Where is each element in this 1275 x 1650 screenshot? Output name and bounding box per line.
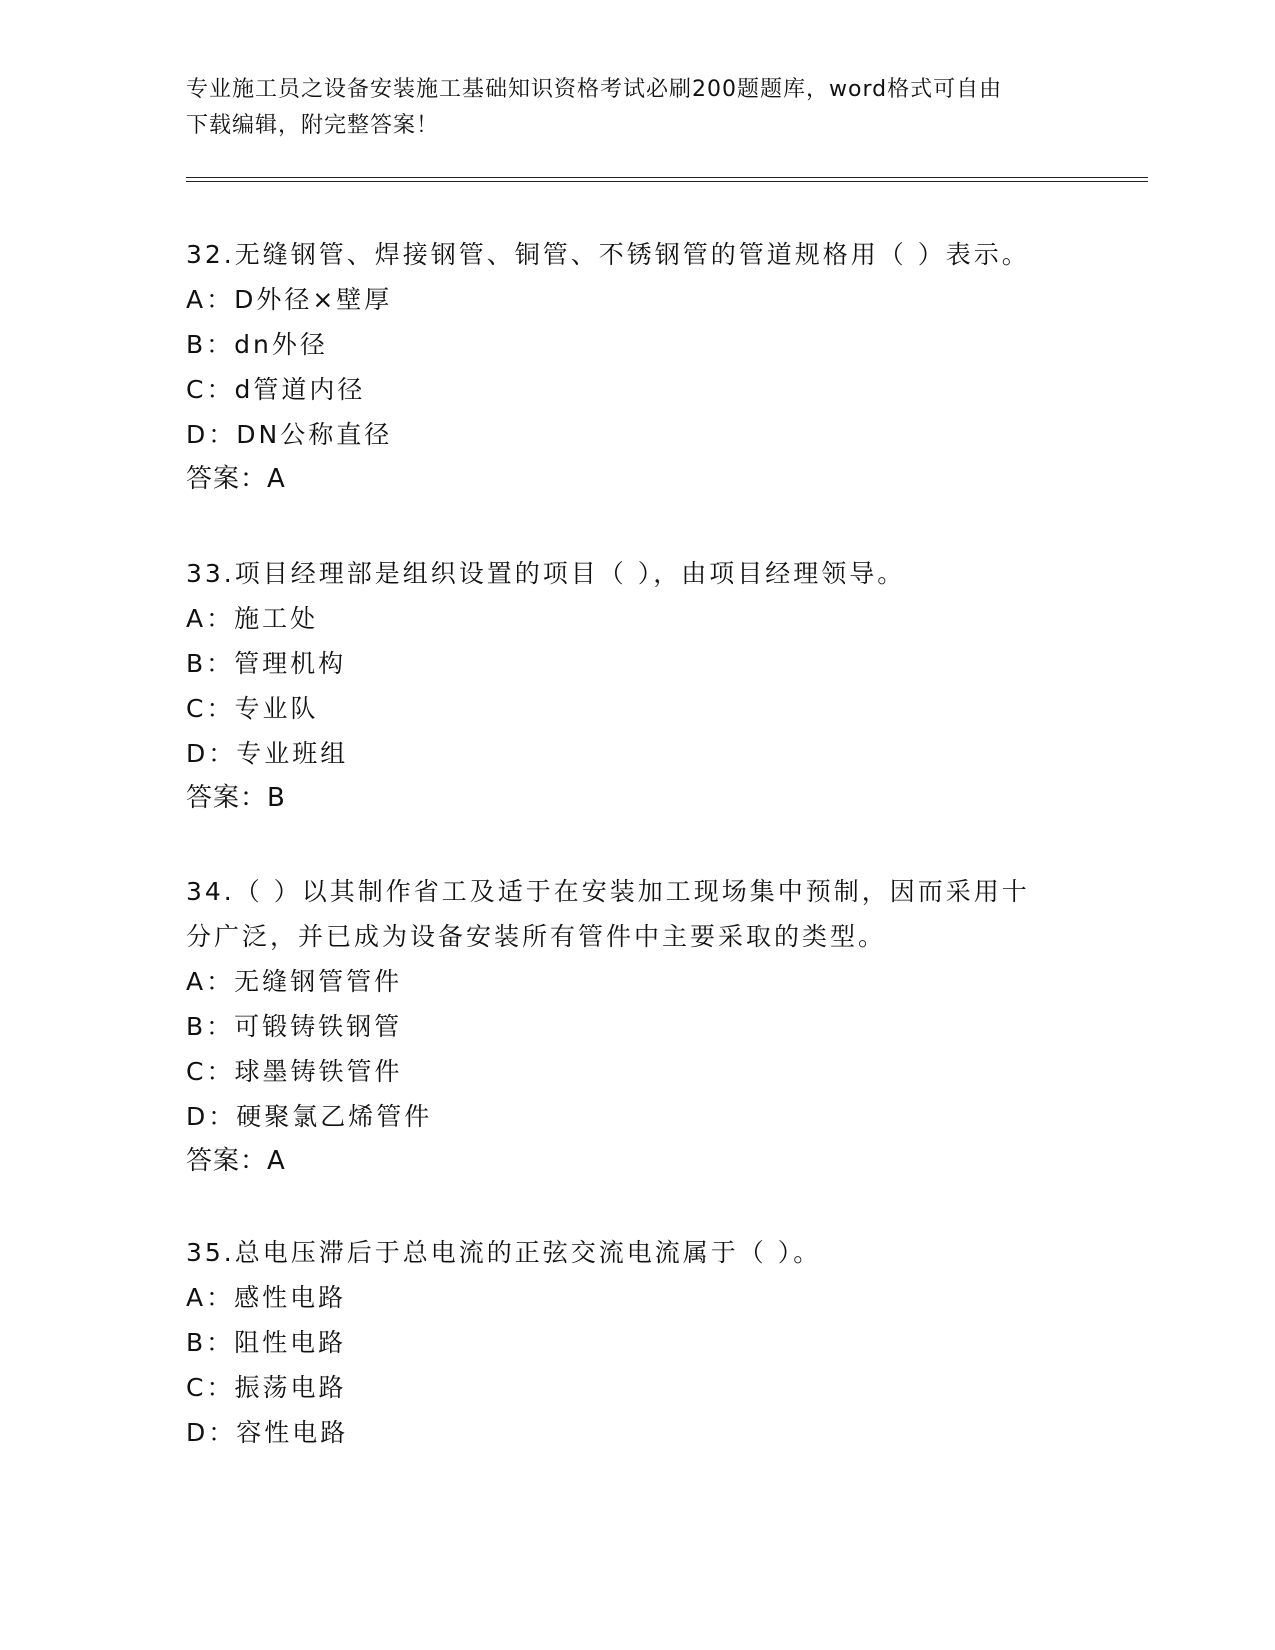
- question-stem: 33.项目经理部是组织设置的项目（ ），由项目经理领导。: [186, 559, 906, 588]
- question-33: [186, 551, 1066, 821]
- option-c: C：专业队: [186, 694, 319, 723]
- question-stem: 32.无缝钢管、焊接钢管、铜管、不锈钢管的管道规格用（ ）表示。: [186, 240, 1030, 269]
- option-a: A：施工处: [186, 604, 319, 633]
- option-a: A：无缝钢管管件: [186, 967, 403, 996]
- question-35: [186, 1230, 1066, 1455]
- question-32: [186, 232, 1066, 502]
- answer: 答案：A: [186, 1146, 286, 1176]
- option-d: D：硬聚氯乙烯管件: [186, 1102, 433, 1131]
- answer: 答案：B: [186, 783, 286, 813]
- header-divider-top: [186, 177, 1148, 178]
- header-divider-bottom: [186, 181, 1148, 182]
- option-d: D：容性电路: [186, 1418, 349, 1447]
- document-header: [186, 72, 1066, 144]
- option-c: C：振荡电路: [186, 1373, 347, 1402]
- option-b: B：阻性电路: [186, 1328, 347, 1357]
- option-c: C：d管道内径: [186, 375, 366, 404]
- question-stem-line-1: 34.（ ）以其制作省工及适于在安装加工现场集中预制，因而采用十: [186, 877, 1030, 906]
- option-a: A：D外径×壁厚: [186, 285, 393, 314]
- answer: 答案：A: [186, 464, 286, 494]
- question-stem: 35.总电压滞后于总电流的正弦交流电流属于（ ）。: [186, 1238, 822, 1267]
- option-c: C：球墨铸铁管件: [186, 1057, 403, 1086]
- question-34: [186, 869, 1066, 1184]
- question-stem-line-2: 分广泛，并已成为设备安装所有管件中主要采取的类型。: [186, 922, 887, 951]
- option-b: B：dn外径: [186, 330, 328, 359]
- option-a: A：感性电路: [186, 1283, 347, 1312]
- header-line-2: 下载编辑，附完整答案！: [186, 113, 440, 138]
- option-d: D：DN公称直径: [186, 420, 393, 449]
- header-line-1: 专业施工员之设备安装施工基础知识资格考试必刷200题题库，word格式可自由: [186, 77, 1003, 102]
- option-b: B：可锻铸铁钢管: [186, 1012, 403, 1041]
- option-b: B：管理机构: [186, 649, 347, 678]
- option-d: D：专业班组: [186, 739, 349, 768]
